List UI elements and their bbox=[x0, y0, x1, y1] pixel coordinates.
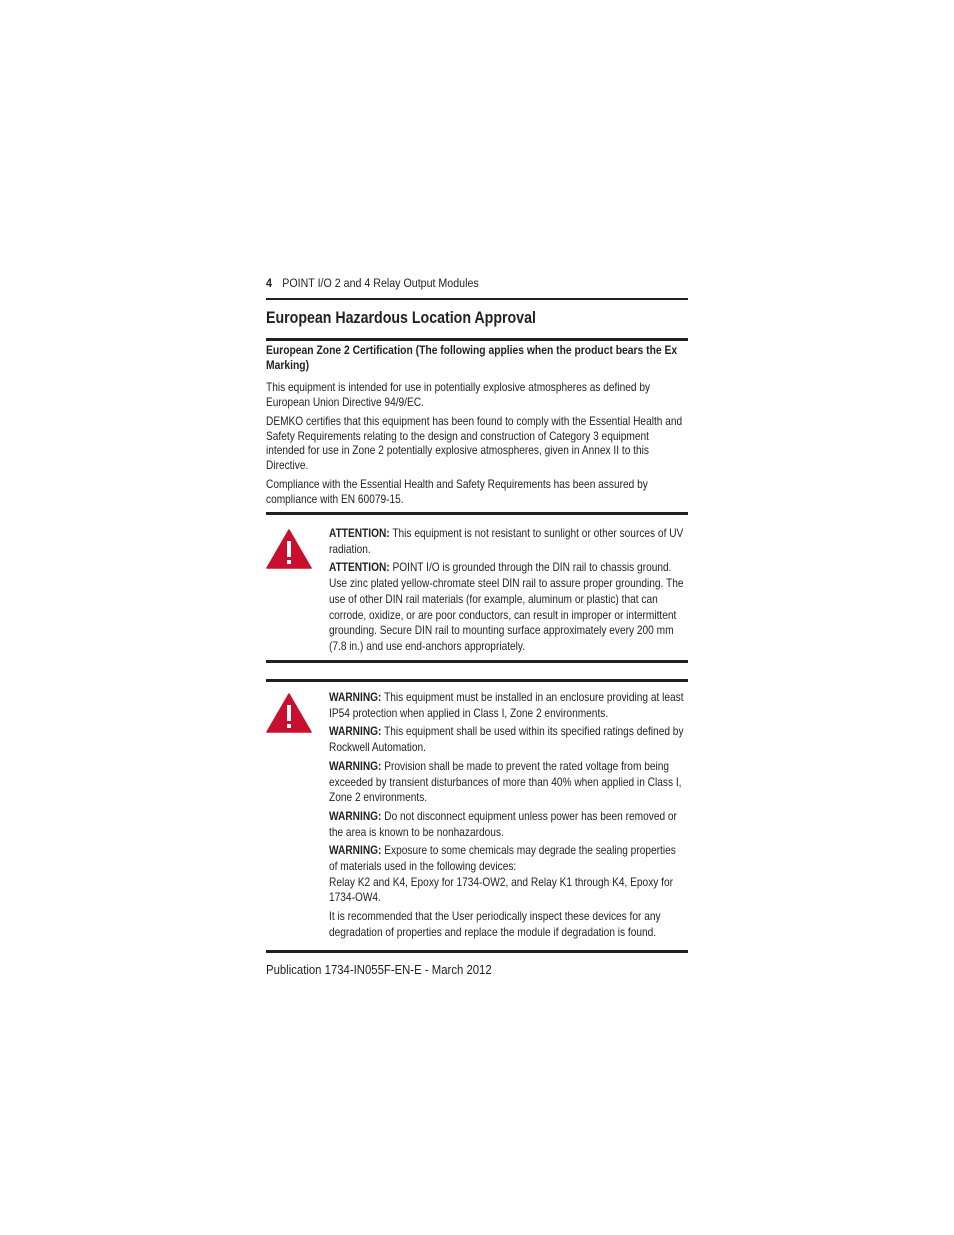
warning-item bbox=[329, 843, 686, 874]
document-page bbox=[266, 0, 689, 1235]
warning-text: Provision shall be made to prevent the rated voltage from being exceeded by transient disturbances of more than 40% when applied in Class I, Zone 2 environments. bbox=[329, 758, 682, 805]
attention-text: POINT I/O is grounded through the DIN rail to chassis ground. Use zinc plated yellow-chromate steel DIN rail to assure proper grounding. The use of other DIN rail materials (for example, aluminum or plastic) that can corrode, oxidize, or are poor conductors, can result in improper or intermittent grounding. Secure DIN rail to mounting surface approximately every 200 mm (7.8 in.) and use end-anchors appropriately. bbox=[329, 560, 684, 653]
attention-label: ATTENTION: bbox=[329, 526, 390, 540]
attention-text: This equipment is not resistant to sunlight or other sources of UV radiation. bbox=[329, 526, 684, 556]
section-title: European Hazardous Location Approval bbox=[266, 309, 536, 327]
attention-notice bbox=[329, 526, 686, 658]
attention-label: ATTENTION: bbox=[329, 560, 390, 575]
warning-notice bbox=[329, 690, 686, 944]
page-number: 4 bbox=[266, 276, 272, 290]
warning-text: Do not disconnect equipment unless power has been removed or the area is known to be nonhazardous. bbox=[329, 808, 677, 839]
attention-top-rule bbox=[266, 512, 688, 515]
section-subtitle: European Zone 2 Certification (The following applies when the product bears the Ex Marking) bbox=[266, 343, 678, 372]
publication-footer: Publication 1734-IN055F-EN-E - March 2012 bbox=[266, 962, 492, 977]
warning-label: WARNING: bbox=[329, 808, 382, 823]
body-paragraph: This equipment is intended for use in potentially explosive atmospheres as defined by European Union Directive 94/9/EC. bbox=[266, 380, 651, 409]
recommendation-text: It is recommended that the User periodically inspect these devices for any degradation of properties and replace the module if degradation is found. bbox=[329, 909, 661, 939]
running-title: POINT I/O 2 and 4 Relay Output Modules bbox=[282, 276, 479, 290]
warning-item bbox=[329, 724, 686, 755]
body-paragraph: Compliance with the Essential Health and Safety Requirements has been assured by compliance with EN 60079-15. bbox=[266, 477, 648, 506]
warning-label: WARNING: bbox=[329, 724, 382, 739]
running-header bbox=[266, 275, 479, 291]
warning-item bbox=[329, 809, 686, 840]
warning-bottom-rule bbox=[266, 950, 688, 953]
section-rule bbox=[266, 338, 688, 341]
warning-label: WARNING: bbox=[329, 758, 382, 773]
warning-text: This equipment shall be used within its specified ratings defined by Rockwell Automation. bbox=[329, 724, 684, 755]
warning-item bbox=[329, 690, 686, 721]
warning-label: WARNING: bbox=[329, 690, 382, 704]
header-rule bbox=[266, 298, 688, 300]
warning-text: Exposure to some chemicals may degrade the sealing properties of materials used in the following devices: bbox=[329, 843, 676, 874]
warning-top-rule bbox=[266, 679, 688, 682]
warning-triangle-icon bbox=[266, 693, 312, 733]
devices-line: Relay K2 and K4, Epoxy for 1734-OW2, and Relay K1 through K4, Epoxy for 1734-OW4. bbox=[329, 874, 674, 905]
attention-bottom-rule bbox=[266, 660, 688, 663]
warning-item bbox=[329, 759, 686, 806]
body-paragraph: DEMKO certifies that this equipment has been found to comply with the Essential Health and Safety Requirements relating to the design and construction of Category 3 equipment intended for use in Zone 2 potentially explosive atmospheres, given in Annex II to this Directive. bbox=[266, 414, 683, 472]
attention-item bbox=[329, 560, 686, 654]
warning-triangle-icon bbox=[266, 529, 312, 569]
warning-text: This equipment must be installed in an enclosure providing at least IP54 protection when applied in Class I, Zone 2 environments. bbox=[329, 690, 684, 720]
warning-label: WARNING: bbox=[329, 843, 382, 858]
attention-item bbox=[329, 526, 686, 557]
